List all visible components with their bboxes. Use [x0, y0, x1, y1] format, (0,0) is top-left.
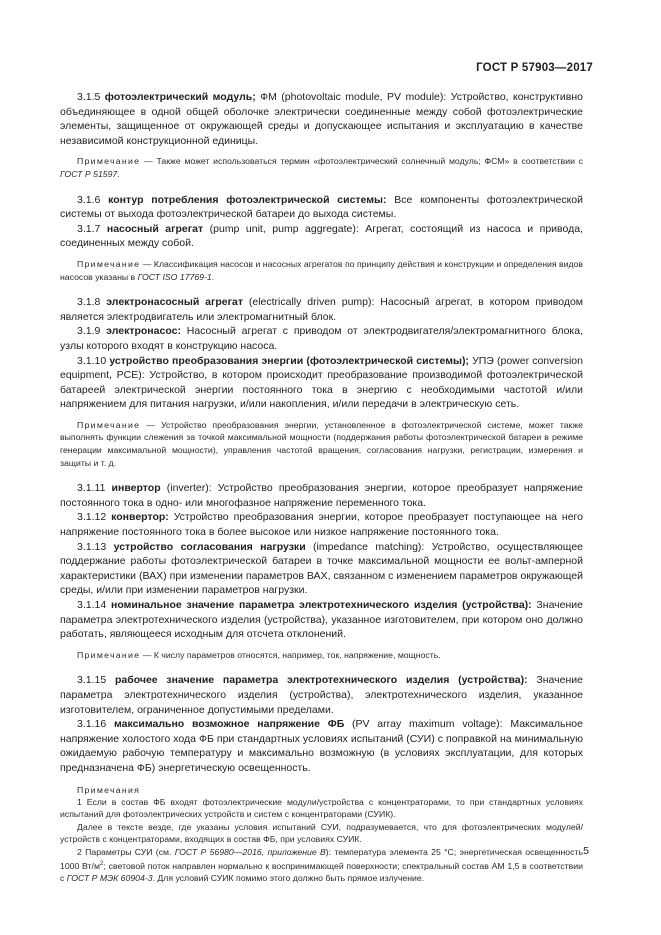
definition-3-1-9: 3.1.9 электронасос: Насосный агрегат с приводом от электродвигателя/электромагнитного блока, узлы которого входят в конструкцию насоса. — [60, 325, 584, 352]
definition-3-1-15: 3.1.15 рабочее значение параметра электротехнического изделия (устройства): Значение параметра электротехнического изделия (устройства), электротехнического изделия, указанное изготовителем, ограниченное допустимыми пределами. — [60, 674, 583, 716]
note-1: 1 Если в состав ФБ входят фотоэлектрические модули/устройства с концентраторами, то при стандартных условиях испытаний для фотоэлектрических устройств и систем с концентраторами (СУИК). — [60, 796, 583, 820]
definition-3-1-16: 3.1.16 максимально возможное напряжение ФБ (PV array maximum voltage): Максимальное напряжение холостого хода ФБ при стандартных условиях испытаний (СУИ) с поправкой на минимальную ожидаемую рабочую температуру и максимально возможную (в условиях эксплуатации, для которых предназначена ФБ) энергетическую освещенность. — [60, 718, 583, 774]
notes-label: Примечания — [77, 784, 141, 795]
note-3-1-10: Примечание — Устройство преобразования энергии, установленное в фотоэлектрической системе, может также выполнять функции слежения за точкой максимальной мощности (поддержания работы фотоэлектрической батареи в режиме генерации максимальной мощности), управления частотой вращения, согласования нагрузки, регистрации, измерения и защиты и т. д. — [60, 419, 583, 468]
note-3-1-7: Примечание — Классификация насосов и насосных агрегатов по принципу действия и конструкции и определения видов насосов указаны в ГОСТ ISO 17769-1. — [60, 258, 583, 282]
definition-3-1-12: 3.1.12 конвертор: Устройство преобразования энергии, которое преобразует поступающее на него напряжение постоянного тока в более высокое или низкое напряжение постоянного тока. — [60, 511, 583, 539]
definition-3-1-5: 3.1.5 фотоэлектрический модуль; ФМ (photovoltaic module, PV module): Устройство, конструктивно объединяющее в одной общей оболочке электрически соединенные между собой фотоэлектрические элементы, защищенное от окружающей среды и допускающее испытания и эксплуатацию в качестве независимой конструкционной единицы. — [60, 91, 583, 147]
definition-3-1-13: 3.1.13 устройство согласования нагрузки (impedance matching): Устройство, осуществляющее поддержание работы фотоэлектрической батареи в точке максимальной мощности ее вольт-амперной характеристики (ВАХ) при изменении параметров ВАХ, связанном с изменением параметров окружающей среды, и/или при изменении параметров нагрузки. — [60, 540, 583, 597]
document-standard-number: ГОСТ Р 57903—2017 — [476, 62, 593, 74]
page-body — [60, 90, 583, 885]
note-1-continued: Далее в тексте везде, где указаны условия испытаний СУИ, подразумевается, что для фотоэлектрических модулей/устройств с концентраторами, входящих в состав ФБ, при условиях СУИК. — [60, 821, 583, 845]
page-number: 5 — [583, 845, 589, 857]
definition-3-1-8: 3.1.8 электронасосный агрегат (electrically driven pump): Насосный агрегат, в котором приводом является электродвигатель или электромагнитный блок. — [60, 296, 584, 323]
note-3-1-5: Примечание — Также может использоваться термин «фотоэлектрический солнечный модуль; ФСМ» в соответствии с ГОСТ Р 51597. — [60, 156, 584, 179]
definition-3-1-11: 3.1.11 инвертор (inverter): Устройство преобразования энергии, которое преобразует напряжение постоянного тока в одно- или многофазное напряжение переменного тока. — [60, 482, 583, 509]
definition-3-1-14: 3.1.14 номинальное значение параметра электротехнического изделия (устройства): Значение параметра электротехнического изделия (устройства), указанное изготовителем, при котором оно должно работать, являющееся исходным для отсчета отклонений. — [60, 599, 583, 641]
definition-3-1-7: 3.1.7 насосный агрегат (pump unit, pump aggregate): Агрегат, состоящий из насоса и привода, соединенных между собой. — [60, 222, 584, 250]
definition-3-1-10: 3.1.10 устройство преобразования энергии (фотоэлектрической системы); УПЭ (power conversion equipment, PCE): Устройство, в котором происходит преобразование производимой фотоэлектрической батареей электрической энергии постоянного тока в энергию с необходимыми частотой и/или напряжением для питания нагрузки, и/или накопления, и/или передачи в электрическую сеть. — [60, 354, 583, 411]
note-2: 2 Параметры СУИ (см. ГОСТ Р 56980—2016, приложение В): температура элемента 25 °С; энергетическая освещенность 1000 $Вт/м^2$; световой поток направлен нормально к воспринимающей поверхности; спектральный состав АМ 1,5 в соответствии с ГОСТ Р МЭК 60904-3. Для условий СУИК помимо этого должно быть прямое излучение. — [60, 846, 583, 884]
definition-3-1-6: 3.1.6 контур потребления фотоэлектрической системы: Все компоненты фотоэлектрической системы от выхода фотоэлектрической батареи до выхода системы. — [60, 193, 583, 221]
notes-block — [60, 784, 583, 885]
note-3-1-14: Примечание — К числу параметров относятся, например, ток, напряжение, мощность. — [77, 649, 441, 660]
